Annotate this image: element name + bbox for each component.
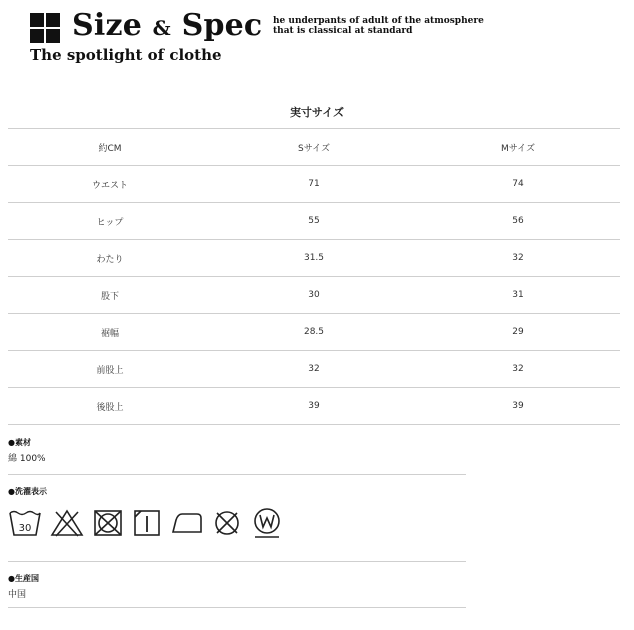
measure-label: 前股上: [8, 351, 212, 388]
table-row: [8, 388, 620, 425]
origin-section: [8, 573, 466, 600]
size-table-title: 実寸サイズ: [289, 106, 345, 119]
measure-label: 裾幅: [8, 314, 212, 351]
section-divider: [8, 561, 466, 562]
size-m-value: 56: [416, 203, 620, 240]
measure-label: ウエスト: [8, 166, 212, 203]
size-s-value: 32: [212, 351, 416, 388]
table-row: [8, 240, 620, 277]
column-header: 約CM: [8, 129, 212, 166]
size-m-value: 29: [416, 314, 620, 351]
brand-subtitle: The spotlight of clothe: [30, 46, 222, 64]
measure-label: ヒップ: [8, 203, 212, 240]
origin-value: 中国: [8, 590, 27, 600]
size-m-value: 74: [416, 166, 620, 203]
no-bleach-icon: [50, 508, 84, 538]
column-header: Sサイズ: [212, 129, 416, 166]
care-heading: ●洗濯表示: [8, 487, 47, 496]
size-m-value: 32: [416, 351, 620, 388]
no-dry-clean-icon: [212, 508, 242, 538]
size-table: [8, 128, 620, 425]
care-icons: [8, 505, 284, 541]
table-row: [8, 166, 620, 203]
column-header: Mサイズ: [416, 129, 620, 166]
size-s-value: 31.5: [212, 240, 416, 277]
measure-label: 股下: [8, 277, 212, 314]
table-row: [8, 203, 620, 240]
iron-low-icon: [170, 508, 204, 538]
size-m-value: 39: [416, 388, 620, 425]
table-row: [8, 351, 620, 388]
wash-30-icon: [8, 508, 42, 538]
section-divider: [8, 607, 466, 608]
brand-title: Size & Spec: [72, 8, 263, 43]
table-row: [8, 314, 620, 351]
brand-tagline: he underpants of adult of the atmosphere that is classical at standard: [273, 16, 484, 36]
wash-temp-label: 30: [18, 523, 32, 534]
material-value: 綿 100%: [8, 454, 46, 464]
size-s-value: 55: [212, 203, 416, 240]
size-s-value: 30: [212, 277, 416, 314]
size-m-value: 32: [416, 240, 620, 277]
logo-icon: [30, 13, 60, 43]
material-section: [8, 437, 466, 464]
origin-heading: ●生産国: [8, 574, 39, 583]
brand-header: [30, 10, 620, 70]
measure-label: 後股上: [8, 388, 212, 425]
no-tumble-dry-icon: [92, 508, 124, 538]
section-divider: [8, 474, 466, 475]
size-s-value: 28.5: [212, 314, 416, 351]
drip-dry-icon: [132, 508, 162, 538]
table-row: [8, 277, 620, 314]
measure-label: わたり: [8, 240, 212, 277]
size-s-value: 39: [212, 388, 416, 425]
wet-clean-icon: [250, 506, 284, 540]
care-section: [8, 486, 466, 497]
table-header-row: [8, 129, 620, 166]
size-m-value: 31: [416, 277, 620, 314]
size-s-value: 71: [212, 166, 416, 203]
material-heading: ●素材: [8, 438, 31, 447]
